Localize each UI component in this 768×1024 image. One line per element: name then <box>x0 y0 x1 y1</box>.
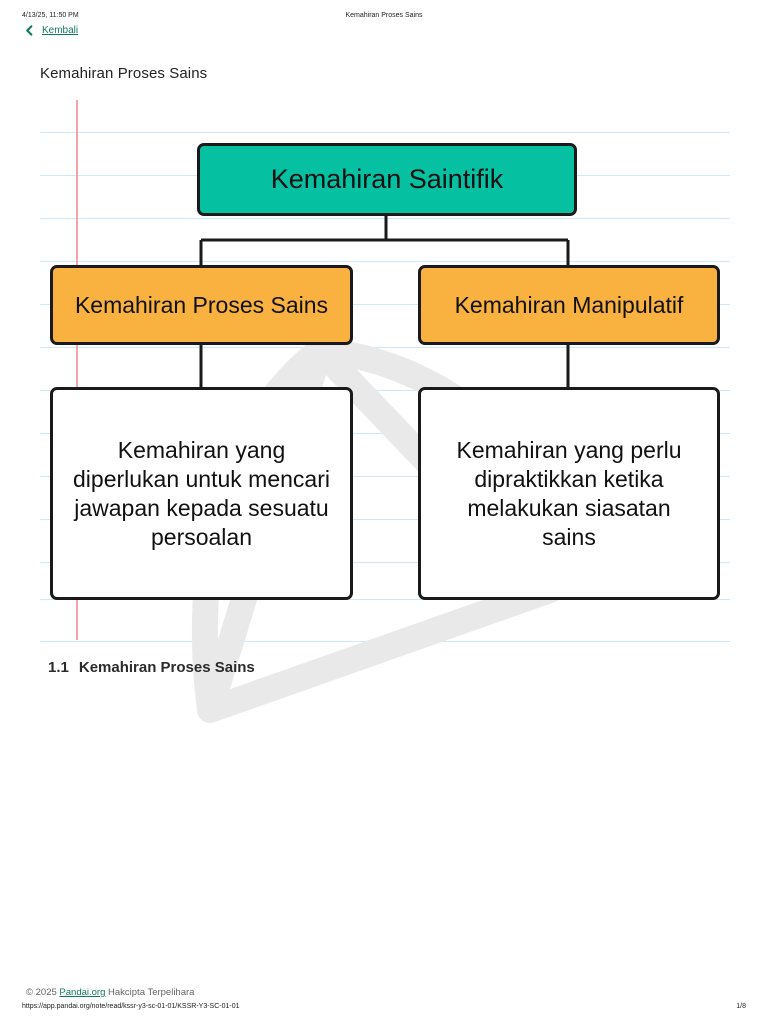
section-title: Kemahiran Proses Sains <box>78 659 255 676</box>
branch-node-manipulatif <box>418 265 720 345</box>
root-node-label: Kemahiran Saintifik <box>270 164 504 194</box>
print-datetime: 4/13/25, 11:50 PM <box>22 12 79 19</box>
branch-node-proses-sains <box>50 265 353 345</box>
copyright-prefix: © 2025 <box>26 987 57 998</box>
page-indicator: 1/8 <box>736 1003 746 1010</box>
description-text: Kemahiran yang perlu dipraktikkan ketika melakukan siasatan sains <box>456 436 682 550</box>
print-url: https://app.pandai.org/note/read/kssr-y3-sc-01-01/KSSR-Y3-SC-01-01 <box>22 1003 240 1010</box>
description-text: Kemahiran yang diperlukan untuk mencari jawapan kepada sesuatu persoalan <box>73 436 330 550</box>
copyright-suffix: Hakcipta Terpelihara <box>108 987 195 998</box>
description-node-proses-sains <box>50 387 353 600</box>
chevron-left-icon <box>24 25 35 36</box>
root-node <box>197 143 577 216</box>
section-number: 1.1 <box>48 659 69 676</box>
section-heading <box>48 659 255 676</box>
back-link[interactable] <box>24 25 78 36</box>
footer-copyright <box>26 987 194 998</box>
pandai-link[interactable]: Pandai.org <box>59 987 106 998</box>
back-link-label[interactable]: Kembali <box>42 25 79 36</box>
description-node-manipulatif <box>418 387 720 600</box>
branch-node-label: Kemahiran Manipulatif <box>454 292 684 318</box>
print-title: Kemahiran Proses Sains <box>345 12 423 19</box>
page-title: Kemahiran Proses Sains <box>40 65 208 82</box>
branch-node-label: Kemahiran Proses Sains <box>74 292 329 318</box>
print-header <box>0 0 768 22</box>
concept-diagram <box>40 100 730 645</box>
